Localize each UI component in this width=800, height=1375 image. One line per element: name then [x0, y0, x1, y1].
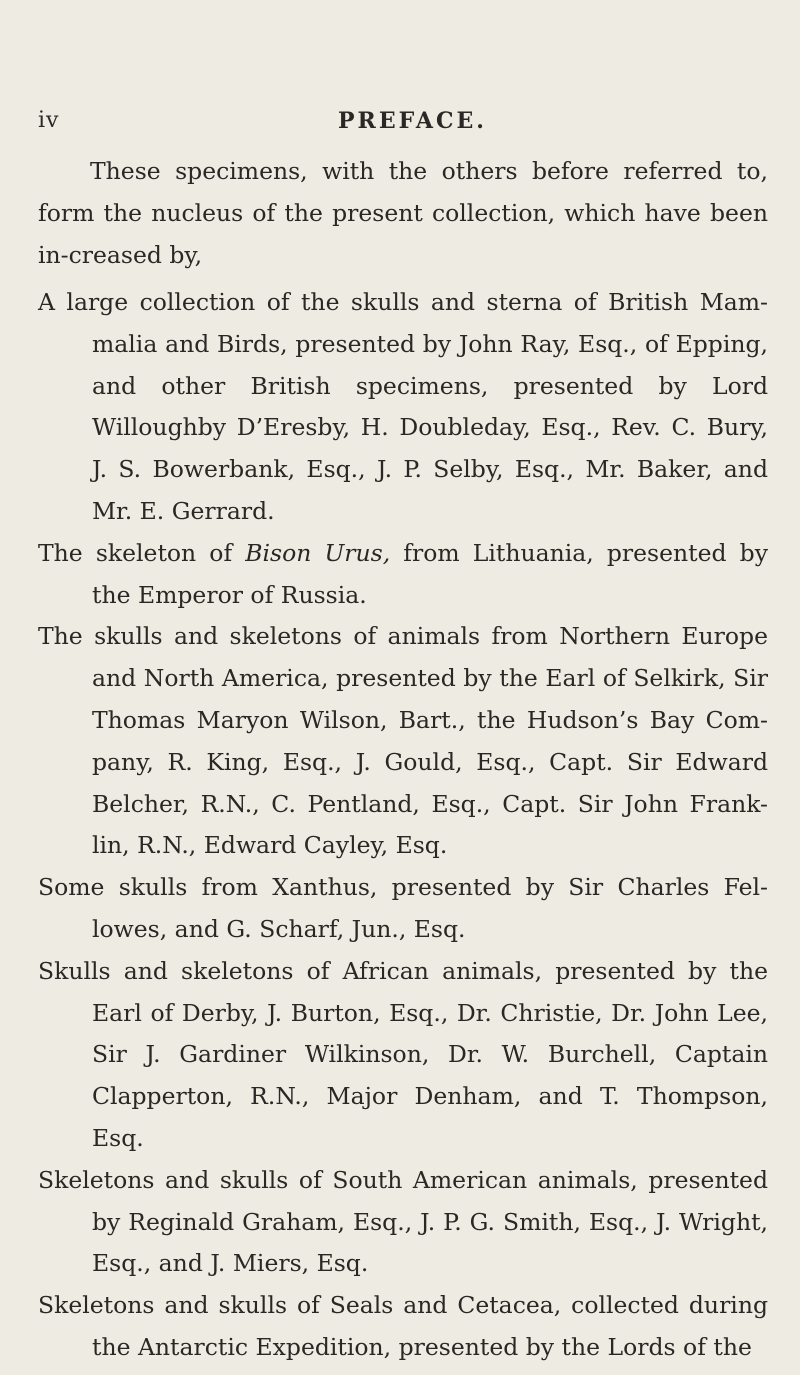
running-title: PREFACE. [338, 108, 487, 134]
donation-list [38, 282, 768, 1369]
list-item: The skulls and skeletons of animals from Northern Europe and North America, presented by the Earl of Selkirk, Sir Thomas Maryon Wilson, Bart., the Hudson’s Bay Com-pany, R. King, Esq., J. Gould, Esq., Capt. Sir Edward Belcher, R.N., C. Pentland, Esq., Capt. Sir John Frank-lin, R.N., Edward Cayley, Esq. [38, 622, 768, 860]
intro-paragraph: These specimens, with the others before referred to, form the nucleus of the present collection, which have been in-creased by, [38, 157, 768, 269]
list-item: The skeleton of Bison Urus, from Lithuania, presented by the Emperor of Russia. [38, 538, 768, 609]
list-item: Skeletons and skulls of South American animals, presented by Reginald Graham, Esq., J. P. G. Smith, Esq., J. Wright, Esq., and J. Miers, Esq. [38, 1165, 768, 1278]
list-item: Skulls and skeletons of African animals, presented by the Earl of Derby, J. Burton, Esq., Dr. Christie, Dr. John Lee, Sir J. Gardiner Wilkinson, Dr. W. Burchell, Captain Clapperton, R.N., Major Denham, and T. Thompson, Esq. [38, 956, 768, 1152]
list-item: Some skulls from Xanthus, presented by Sir Charles Fel-lowes, and G. Scharf, Jun., Esq. [38, 873, 768, 943]
page-header [38, 108, 778, 138]
list-item: A large collection of the skulls and sterna of British Mam-malia and Birds, presented by John Ray, Esq., of Epping, and other British specimens, presented by Lord Willoughby D’Eresby, H. Doubleday, Esq., Rev. C. Bury, J. S. Bowerbank, Esq., J. P. Selby, Esq., Mr. Baker, and Mr. E. Gerrard. [38, 288, 768, 525]
page-number: iv [38, 108, 60, 133]
list-item: Skeletons and skulls of Seals and Cetacea, collected during the Antarctic Expedition, presented by the Lords of the [38, 1291, 768, 1361]
